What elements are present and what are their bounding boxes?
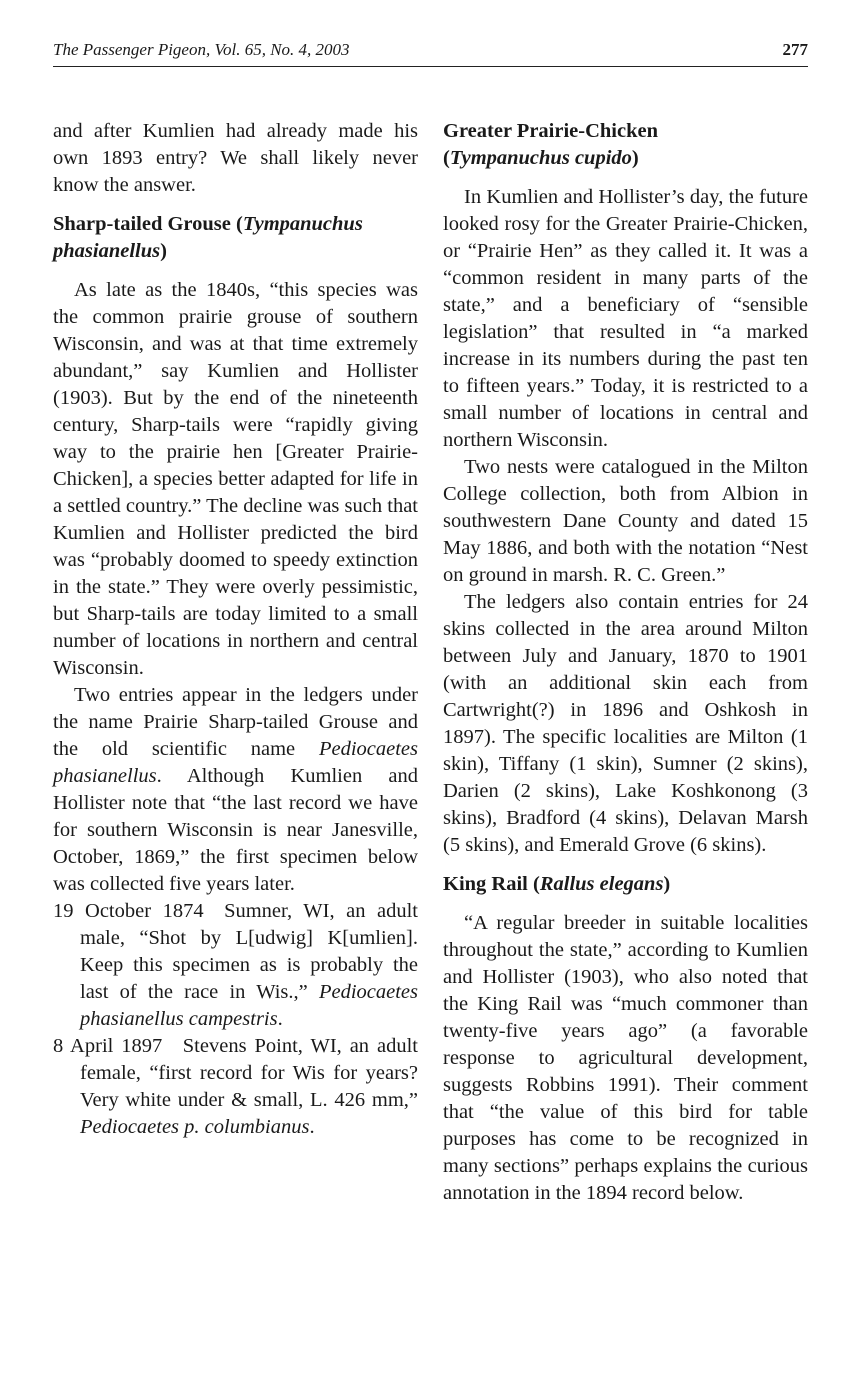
specimen-entry-1897 (53, 1033, 418, 1141)
heading-common-name: Sharp-tailed Grouse ( (53, 213, 243, 235)
heading-scientific-name: Tympanuchus phasianellus (53, 213, 363, 262)
heading-close: ) (160, 240, 167, 262)
paragraph-prairie-chicken-history: In Kumlien and Hollister’s day, the future looked rosy for the Greater Prairie-Chicken, or “Prairie Hen” as they called it. It was a “common resident in many parts of the state,” and a beneficiary of “sensible legislation” that resulted in “a marked increase in its numbers during the past ten to fifteen years.” Today, it is restricted to a small number of locations in central and northern Wisconsin. (443, 186, 808, 451)
paragraph-king-rail: “A regular breeder in suitable localities throughout the state,” according to Kumlien and Hollister (1903), who also noted that the King Rail was “much commoner than twenty-five years ago” (a favorable response to agricultural development, suggests Robbins 1991). Their comment that “the value of this bird for table purposes has come to be recognized in many sections” perhaps explains the curious annotation in the 1894 record below. (443, 912, 808, 1204)
section-heading-greater-prairie-chicken (443, 118, 808, 172)
paragraph-skins: The ledgers also contain entries for 24 skins collected in the area around Milton between July and January, 1870 to 1901 (with an additional skin each from Cartwright(?) in 1896 and Oshkosh in 1897). The specific localities are Milton (1 skin), Tiffany (1 skin), Sumner (2 skins), Darien (2 skins), Lake Koshkonong (3 skins), Bradford (4 skins), Delavan Marsh (5 skins), and Emerald Grove (6 skins). (443, 591, 808, 856)
heading-close: ) (631, 147, 639, 169)
section-heading-sharp-tailed-grouse (53, 211, 418, 265)
heading-common-name: King Rail ( (443, 873, 540, 895)
paragraph-continued: and after Kumlien had already made his own 1893 entry? We shall likely never know the answer. (53, 120, 418, 196)
left-column (53, 118, 418, 1141)
paragraph-sharp-tail-history: As late as the 1840s, “this species was the common prairie grouse of southern Wisconsin, and was at that time extremely abundant,” say Kumlien and Hollister (1903). But by the end of the nineteenth century, Sharp-tails were “rapidly giving way to the prairie hen [Greater Prairie-Chicken], a species better adapted for life in a settled country.” The decline was such that Kumlien and Hollister predicted the bird was “probably doomed to speedy extinction in the state.” They were overly pessimistic, but Sharp-tails are today limited to a small number of locations in northern and central Wisconsin. (53, 279, 418, 679)
scientific-name: Pediocaetes phasianellus (53, 738, 418, 787)
entry-end: . (309, 1116, 315, 1138)
page-number: 277 (782, 40, 808, 59)
entry-scientific-name: Pediocaetes p. columbianus (80, 1116, 310, 1138)
specimen-entry-1874 (53, 898, 418, 1033)
paragraph-ledger-entries (53, 682, 418, 898)
paragraph-nests: Two nests were catalogued in the Milton College collection, both from Albion in southwestern Dane County and dated 15 May 1886, and both with the notation “Nest on ground in marsh. R. C. Green.” (443, 456, 808, 586)
paragraph-text: Two entries appear in the ledgers under the name Prairie Sharp-tailed Grouse and the old scientific name (53, 684, 418, 760)
journal-citation: The Passenger Pigeon, Vol. 65, No. 4, 2003 (53, 40, 350, 59)
entry-text: 19 October 1874 Sumner, WI, an adult male, “Shot by L[udwig] K[umlien]. Keep this specimen as is probably the last of the race in Wis.,” (53, 900, 418, 1003)
running-header (53, 38, 808, 67)
heading-scientific-name: Rallus elegans (539, 873, 664, 895)
section-heading-king-rail (443, 871, 808, 898)
paragraph-text: . Although Kumlien and Hollister note that “the last record we have for southern Wisconsin is near Janesville, October, 1869,” the first specimen below was collected five years later. (53, 765, 418, 895)
heading-scientific-name: Tympanuchus cupido (449, 147, 632, 169)
heading-common-name: Greater Prairie-Chicken (443, 120, 658, 142)
heading-open: ( (443, 147, 450, 169)
heading-close: ) (663, 873, 671, 895)
entry-end: . (277, 1008, 283, 1030)
entry-text: 8 April 1897 Stevens Point, WI, an adult female, “first record for Wis for years? Very white under & small, L. 426 mm,” (53, 1035, 418, 1111)
right-column (443, 118, 808, 1207)
entry-scientific-name: Pediocaetes phasianellus campestris (80, 981, 418, 1030)
